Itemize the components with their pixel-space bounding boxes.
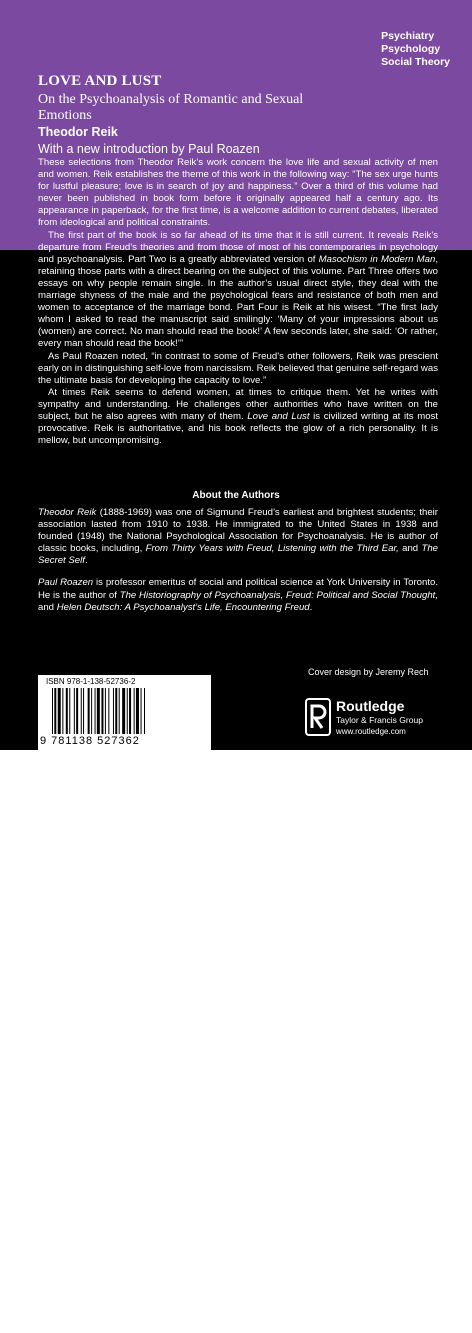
barcode-bar	[119, 688, 120, 734]
bio-text: and	[38, 601, 57, 613]
barcode-bar	[66, 688, 68, 734]
blurb-paragraph	[38, 230, 438, 351]
barcode-bar	[144, 688, 145, 734]
paragraph-text: The first part of the book is so far ahead of its time that it is still current. It reveals Reik’s departure from Freud’s theories and from those of most of his contemporaries in psychology and psychoanalysis. Part Two is a greatly abbreviated version of	[38, 229, 438, 265]
paragraph-text: , retaining those parts with a direct bearing on the subject of this volume. Part Three offers two essays on why people remain single. In the author’s usual direct style, they deal with the marriage shyness of the male and the psychological fears and resistance of both men and women to acceptance of the marriage bond. Part Four is Reik at his wisest. “The first lady whom I asked to read the manuscript said smilingly: ‘Many of your impressions about us (women) are correct. No man should read the book!’ A few seconds later, she said: ‘Or rather, every man should read the book!’”	[38, 253, 438, 350]
barcode-bar	[74, 688, 75, 734]
informa-prefix: an	[78, 1324, 87, 1333]
barcode-bar	[101, 688, 103, 734]
bio-books: The Historiography of Psychoanalysis, Freud: Political and Social Thought,	[119, 589, 438, 601]
cover-design-credit: Cover design by Jeremy Rech	[308, 667, 429, 677]
publisher-logo	[305, 698, 455, 738]
author-bio	[38, 577, 438, 613]
barcode-area	[38, 662, 211, 1333]
blurb-paragraph	[38, 387, 438, 447]
informa-business-line	[78, 1324, 152, 1333]
barcode-bar	[122, 688, 125, 734]
bio-books: Helen Deutsch: A Psychoanalyst’s Life, Encountering Freud	[56, 601, 310, 613]
category-label: Social Theory	[381, 56, 450, 68]
barcode-bar	[69, 688, 70, 734]
paragraph-text: These selections from Theodor Reik’s work concern the love life and sexual activity of men and women. Reik establishes the theme of this work in the following way: “The sex urge hunts for lustful pleasure; love is in search of joy and happiness.” Over a third of this volume had never been published in book form before it originally appeared half a century ago. Its appearance in paperback, for the first time, is a welcome addition to current debates, liberated from ideological and political constraints.	[38, 157, 438, 229]
book-title: LOVE AND LUST	[38, 73, 162, 89]
bio-name: Paul Roazen	[38, 577, 94, 589]
barcode-bar	[108, 688, 109, 734]
barcode-bar	[83, 688, 84, 734]
barcode-bar	[134, 688, 135, 734]
blurb	[38, 157, 438, 447]
paragraph-text: As Paul Roazen noted, “in contrast to some of Freud’s other followers, Reik was prescient early on in distinguishing self-love from narcissism. Reik believed that genuine self-regard was the ultimate basis for developing the capacity to love.”	[38, 350, 438, 386]
category-label: Psychiatry	[381, 30, 435, 42]
publisher-url: www.routledge.com	[336, 727, 406, 736]
barcode-bar	[76, 688, 78, 734]
italic-title: Love and Lust	[247, 410, 310, 422]
barcode-bar	[81, 688, 82, 734]
paragraph-text: is civilized writing at its most provocative. Reik is authoritative, and his book reflects the glow of a rich personality. It is mellow, but uncompromising.	[38, 410, 438, 447]
barcode-bar	[62, 688, 63, 734]
barcode-bar	[113, 688, 114, 734]
publisher-group: Taylor & Francis Group	[336, 715, 423, 725]
bio-text: and	[398, 543, 422, 555]
bio-text: (1888-1969) was one of Sigmund Freud’s earliest and brightest students; their association lasted from 1910 to 1938. He immigrated to the United States in 1938 and founded (1948) the National Psychological Association for Psychoanalysis. He is author of classic books, including,	[38, 507, 438, 555]
barcode-bar	[54, 688, 56, 734]
subject-categories	[381, 30, 450, 69]
barcode-bar	[115, 688, 117, 734]
barcode-box	[38, 675, 211, 750]
barcode-bar	[129, 688, 131, 734]
bio-name: Theodor Reik	[38, 507, 97, 518]
barcode-bar	[95, 688, 96, 734]
bio-text: .	[84, 555, 88, 567]
bio-text: .	[309, 601, 313, 613]
bio-books: From Thirty Years with Freud, Listening with the Third Ear,	[145, 543, 399, 555]
barcode-bar	[91, 688, 92, 734]
introduction-credit: With a new introduction by Paul Roazen	[38, 142, 260, 156]
barcode-bar	[97, 688, 100, 734]
paragraph-text: At times Reik seems to defend women, at times to critique them. Yet he writes with sympathy and understanding. He challenges other authorities who have written on the subject, but he also agrees with many of them.	[38, 386, 438, 422]
about-authors-heading: About the Authors	[192, 490, 280, 501]
barcode-bar	[136, 688, 139, 734]
barcode-bar	[88, 688, 90, 734]
isbn-label: ISBN 978-1-138-52736-2	[46, 677, 136, 686]
barcode-bar	[105, 688, 106, 734]
informa-suffix: business	[120, 1324, 153, 1333]
barcode-bar	[127, 688, 128, 734]
book-subtitle: On the Psychoanalysis of Romantic and Sexual Emotions	[38, 92, 304, 123]
about-authors	[38, 507, 438, 624]
italic-title: Masochism in Modern Man	[318, 253, 436, 265]
author-name: Theodor Reik	[38, 125, 118, 139]
bio-books: The Secret Self	[38, 543, 438, 567]
barcode-icon	[52, 688, 202, 734]
barcode-bar	[52, 688, 53, 734]
publisher-name: Routledge	[336, 698, 405, 714]
informa-brand: informa	[89, 1324, 119, 1333]
barcode-bar	[141, 688, 142, 734]
barcode-bar	[58, 688, 61, 734]
barcode-number: 9 781138 527362	[40, 735, 140, 747]
blurb-paragraph	[38, 157, 438, 230]
bio-text: is professor emeritus of social and political science at York University in Toronto. He is the author of	[38, 577, 439, 601]
author-bio	[38, 507, 438, 567]
category-label: Psychology	[381, 43, 441, 55]
blurb-paragraph	[38, 351, 438, 387]
routledge-r-icon	[305, 698, 331, 736]
